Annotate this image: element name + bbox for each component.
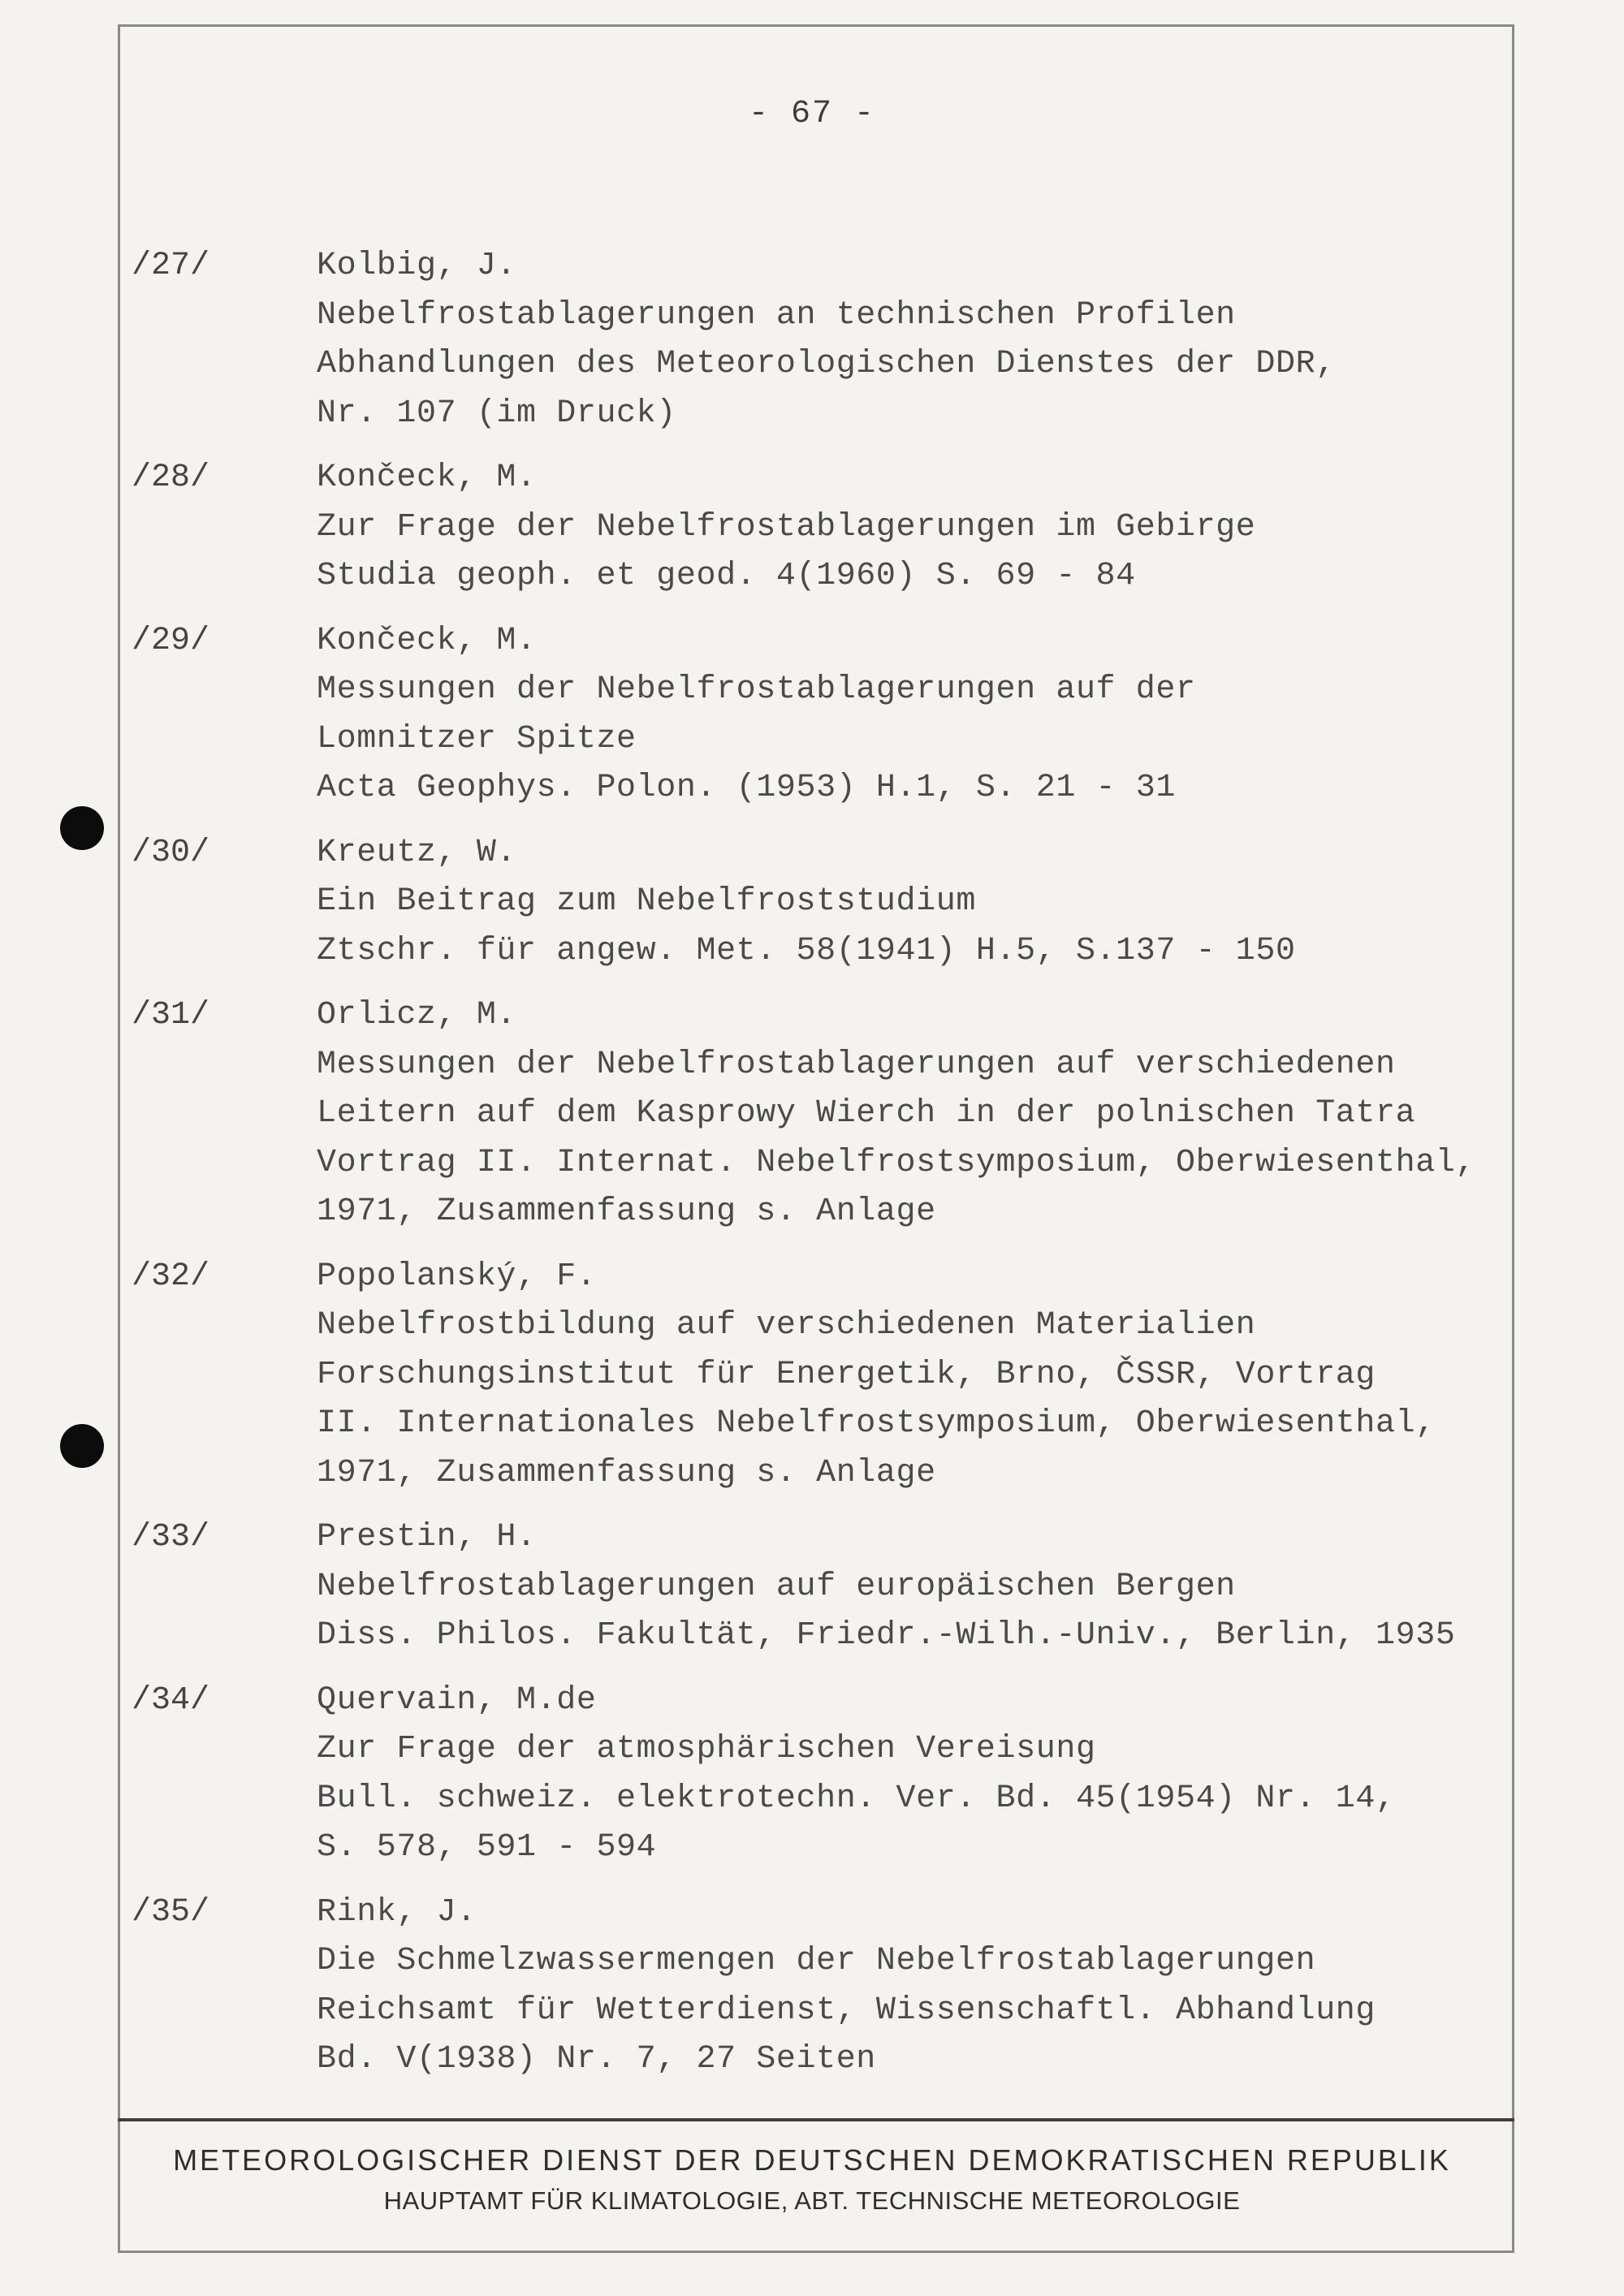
reference-line: Leitern auf dem Kasprowy Wierch in der polnischen Tatra (317, 1095, 1416, 1132)
reference-entry (130, 454, 1510, 602)
reference-line: Forschungsinstitut für Energetik, Brno, ČSSR, Vortrag (317, 1356, 1376, 1393)
reference-line: Ein Beitrag zum Nebelfroststudium (317, 883, 976, 920)
reference-line: Končeck, M. (317, 622, 537, 659)
reference-line: S. 578, 591 - 594 (317, 1829, 657, 1866)
reference-text (317, 1677, 1510, 1873)
page-number: - 67 - (748, 96, 876, 132)
reference-number: /28/ (132, 460, 210, 496)
reference-line: Prestin, H. (317, 1519, 537, 1556)
reference-line: Nebelfrostbildung auf verschiedenen Materialien (317, 1307, 1256, 1344)
reference-number: /32/ (132, 1258, 210, 1295)
reference-line: II. Internationales Nebelfrostsymposium, Oberwiesenthal, (317, 1405, 1436, 1442)
reference-list (130, 242, 1510, 2100)
reference-text (317, 829, 1510, 977)
footer-institution: METEOROLOGISCHER DIENST DER DEUTSCHEN DEMOKRATISCHEN REPUBLIK (173, 2143, 1451, 2177)
reference-line: Acta Geophys. Polon. (1953) H.1, S. 21 - 31 (317, 770, 1176, 806)
footer-divider (118, 2118, 1514, 2121)
reference-entry (130, 991, 1510, 1237)
reference-line: Reichsamt für Wetterdienst, Wissenschaftl. Abhandlung (317, 1992, 1376, 2029)
reference-line: Orlicz, M. (317, 997, 517, 1034)
reference-number: /30/ (132, 834, 210, 871)
reference-line: Abhandlungen des Meteorologischen Dienstes der DDR, (317, 346, 1336, 382)
footer-department: HAUPTAMT FÜR KLIMATOLOGIE, ABT. TECHNISCHE METEOROLOGIE (383, 2186, 1241, 2215)
reference-line: Ztschr. für angew. Met. 58(1941) H.5, S.137 - 150 (317, 932, 1296, 969)
reference-number: /35/ (132, 1893, 210, 1931)
reference-number: /33/ (132, 1519, 210, 1556)
reference-line: Bd. V(1938) Nr. 7, 27 Seiten (317, 2041, 876, 2078)
reference-text (317, 1888, 1510, 2085)
reference-number: /29/ (132, 622, 210, 659)
reference-line: Bull. schweiz. elektrotechn. Ver. Bd. 45(1954) Nr. 14, (317, 1780, 1396, 1817)
reference-line: Popolanský, F. (317, 1258, 597, 1295)
reference-number: /34/ (132, 1681, 210, 1719)
reference-text (317, 1513, 1510, 1661)
reference-entry (130, 829, 1510, 977)
reference-line: Messungen der Nebelfrostablagerungen auf verschiedenen (317, 1046, 1396, 1083)
reference-text (317, 242, 1510, 438)
reference-line: Zur Frage der Nebelfrostablagerungen im Gebirge (317, 508, 1256, 546)
reference-text (317, 991, 1510, 1237)
reference-line: Messungen der Nebelfrostablagerungen auf der (317, 671, 1196, 708)
reference-line: Nr. 107 (im Druck) (317, 395, 676, 432)
reference-line: Kreutz, W. (317, 834, 517, 871)
reference-number: /31/ (132, 997, 210, 1034)
reference-line: 1971, Zusammenfassung s. Anlage (317, 1193, 936, 1230)
reference-text (317, 1253, 1510, 1499)
reference-entry (130, 1253, 1510, 1499)
reference-line: Končeck, M. (317, 460, 537, 496)
reference-entry (130, 1888, 1510, 2085)
reference-entry (130, 617, 1510, 814)
reference-line: Rink, J. (317, 1893, 477, 1931)
reference-line: Studia geoph. et geod. 4(1960) S. 69 - 84 (317, 558, 1136, 594)
punch-hole-lower (60, 1424, 104, 1468)
reference-line: Diss. Philos. Fakultät, Friedr.-Wilh.-Univ., Berlin, 1935 (317, 1617, 1456, 1654)
reference-text (317, 617, 1510, 814)
reference-line: Die Schmelzwassermengen der Nebelfrostablagerungen (317, 1943, 1316, 1979)
reference-line: Lomnitzer Spitze (317, 720, 637, 757)
reference-line: Zur Frage der atmosphärischen Vereisung (317, 1731, 1096, 1767)
reference-entry (130, 1677, 1510, 1873)
reference-line: Nebelfrostablagerungen an technischen Profilen (317, 296, 1236, 334)
reference-line: Kolbig, J. (317, 248, 517, 284)
punch-hole-upper (60, 806, 104, 850)
reference-line: Quervain, M.de (317, 1681, 597, 1719)
reference-line: Nebelfrostablagerungen auf europäischen Bergen (317, 1568, 1236, 1605)
reference-number: /27/ (132, 248, 210, 284)
reference-entry (130, 242, 1510, 438)
reference-line: 1971, Zusammenfassung s. Anlage (317, 1454, 936, 1491)
reference-text (317, 454, 1510, 602)
reference-line: Vortrag II. Internat. Nebelfrostsymposium, Oberwiesenthal, (317, 1144, 1476, 1181)
reference-entry (130, 1513, 1510, 1661)
